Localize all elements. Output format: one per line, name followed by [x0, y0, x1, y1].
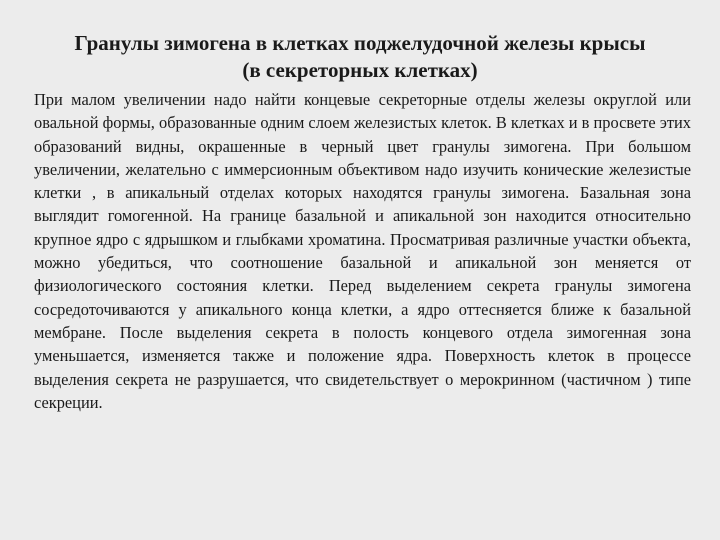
body-paragraph: При малом увеличении надо найти концевые секреторные отделы железы округлой или овальной формы, образованные одним слоем железистых клеток. В клетках и в просвете этих образований видны, окрашенные в черный цвет гранулы зимогена. При большом увеличении, желательно с иммерсионным объективом надо изучить конические железистые клетки , в апикальный отделах которых находятся гранулы зимогена. Базальная зона выглядит гомогенной. На границе базальной и апикальной зон находится относительно крупное ядро с ядрышком и глыбками хроматина. Просматривая различные участки объекта, можно убедиться, что соотношение базальной и апикальной зон меняется от физиологического состояния клетки. Перед выделением секрета гранулы зимогена сосредоточиваются у апикального конца клетки, а ядро оттесняется ближе к базальной мембране. После выделения секрета в полость концевого отдела зимогенная зона уменьшается, изменяется также и положение ядра. Поверхность клеток в процессе выделения секрета не разрушается, что свидетельствует о мерокринном (частичном ) типе секреции. [34, 90, 691, 412]
title-line-1: Гранулы зимогена в клетках поджелудочной железы крысы [74, 31, 646, 55]
slide-title [30, 30, 690, 84]
title-line-2: (в секреторных клетках) [242, 58, 478, 82]
